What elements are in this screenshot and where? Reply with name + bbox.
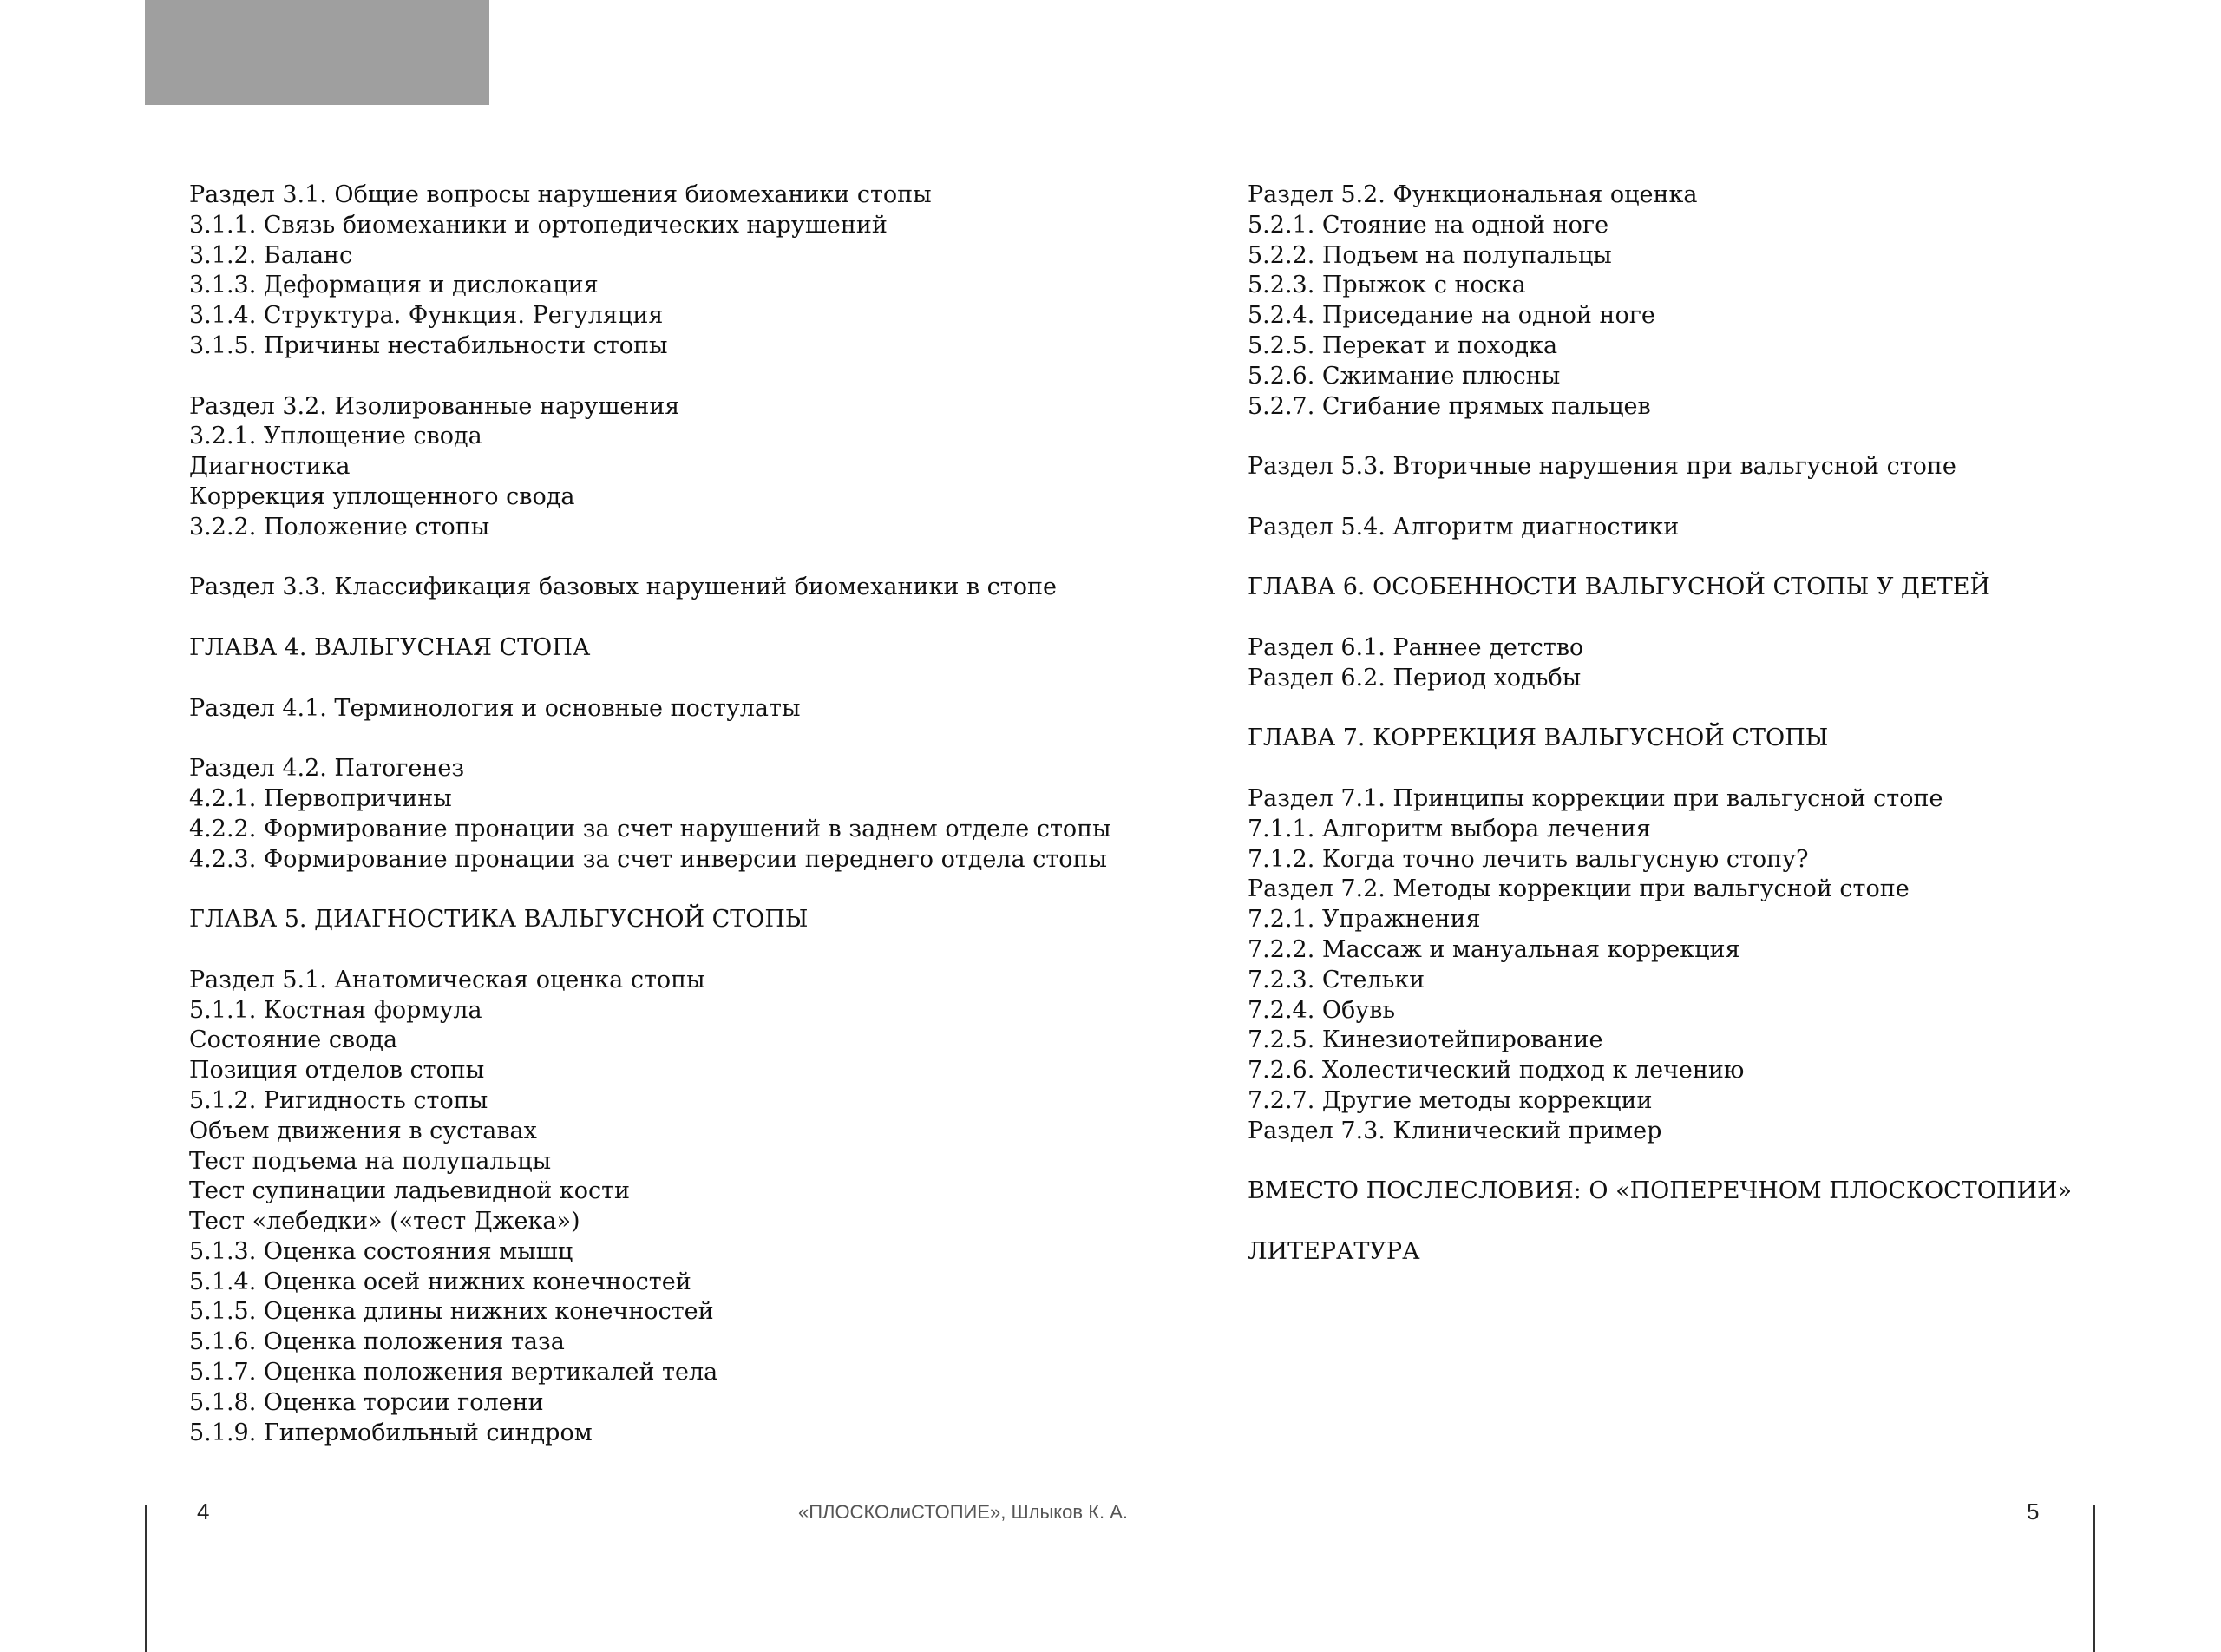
toc-entry: Раздел 5.4. Алгоритм диагностики bbox=[1248, 513, 1680, 541]
toc-entry: 7.2.5. Кинезиотейпирование bbox=[1248, 1026, 1603, 1054]
toc-entry: 3.1.2. Баланс bbox=[189, 241, 353, 269]
toc-entry: 7.2.4. Обувь bbox=[1248, 996, 1396, 1024]
toc-entry: Раздел 3.2. Изолированные нарушения bbox=[189, 392, 680, 420]
toc-entry: 7.2.3. Стельки bbox=[1248, 966, 1425, 993]
toc-entry: 3.1.4. Структура. Функция. Регуляция bbox=[189, 302, 664, 330]
page-number-right: 5 bbox=[2027, 1498, 2040, 1524]
toc-entry: Раздел 5.1. Анатомическая оценка стопы bbox=[189, 966, 705, 993]
toc-entry: ЛИТЕРАТУРА bbox=[1248, 1237, 1420, 1265]
toc-entry: 4.2.2. Формирование пронации за счет нарушений в заднем отделе стопы bbox=[189, 815, 1111, 842]
toc-spacer bbox=[1248, 543, 2150, 574]
footer-rule-left bbox=[145, 1504, 147, 1652]
toc-spacer bbox=[189, 543, 1109, 574]
toc-entry: 5.1.2. Ригидность стопы bbox=[189, 1086, 488, 1114]
toc-entry: Раздел 6.1. Раннее детство bbox=[1248, 633, 1584, 661]
toc-right-column bbox=[1248, 180, 2150, 1268]
toc-entry: 7.2.1. Упражнения bbox=[1248, 906, 1481, 934]
toc-entry: Раздел 4.1. Терминология и основные постулаты bbox=[189, 694, 801, 722]
toc-left-column bbox=[189, 180, 1109, 1448]
toc-spacer bbox=[189, 724, 1109, 754]
toc-entry: Раздел 5.3. Вторичные нарушения при вальгусной стопе bbox=[1248, 453, 1956, 481]
toc-entry: Раздел 6.2. Период ходьбы bbox=[1248, 664, 1582, 692]
toc-entry: 5.2.4. Приседание на одной ноге bbox=[1248, 302, 1655, 330]
toc-entry: 4.2.1. Первопричины bbox=[189, 784, 452, 812]
toc-spacer bbox=[189, 664, 1109, 694]
toc-entry: 5.2.7. Сгибание прямых пальцев bbox=[1248, 392, 1651, 420]
toc-entry: ГЛАВА 6. ОСОБЕННОСТИ ВАЛЬГУСНОЙ СТОПЫ У ДЕТЕЙ bbox=[1248, 574, 1990, 601]
toc-entry: 5.1.1. Костная формула bbox=[189, 996, 482, 1024]
toc-entry: ГЛАВА 4. ВАЛЬГУСНАЯ СТОПА bbox=[189, 633, 591, 661]
toc-entry: Раздел 4.2. Патогенез bbox=[189, 755, 465, 783]
toc-entry: 3.1.1. Связь биомеханики и ортопедических нарушений bbox=[189, 211, 888, 239]
toc-entry: ГЛАВА 7. КОРРЕКЦИЯ ВАЛЬГУСНОЙ СТОПЫ bbox=[1248, 724, 1829, 752]
toc-entry: 5.1.4. Оценка осей нижних конечностей bbox=[189, 1268, 691, 1295]
toc-entry: Тест «лебедки» («тест Джека») bbox=[189, 1208, 580, 1236]
toc-entry: 5.1.6. Оценка положения таза bbox=[189, 1328, 565, 1356]
toc-entry: 5.1.3. Оценка состояния мышц bbox=[189, 1237, 573, 1265]
toc-spacer bbox=[189, 875, 1109, 905]
toc-spacer bbox=[1248, 482, 2150, 513]
toc-spacer bbox=[1248, 694, 2150, 724]
toc-entry: Тест подъема на полупальцы bbox=[189, 1147, 552, 1175]
toc-spacer bbox=[189, 935, 1109, 966]
toc-spacer bbox=[1248, 422, 2150, 452]
toc-entry: ГЛАВА 5. ДИАГНОСТИКА ВАЛЬГУСНОЙ СТОПЫ bbox=[189, 906, 809, 934]
toc-entry: 5.1.9. Гипермобильный синдром bbox=[189, 1419, 593, 1446]
toc-entry: ВМЕСТО ПОСЛЕСЛОВИЯ: О «ПОПЕРЕЧНОМ ПЛОСКОСТОПИИ» bbox=[1248, 1177, 2073, 1205]
toc-entry: 7.2.7. Другие методы коррекции bbox=[1248, 1086, 1653, 1114]
toc-entry: Диагностика bbox=[189, 453, 351, 481]
page-number-left: 4 bbox=[197, 1498, 210, 1524]
toc-entry: Раздел 7.1. Принципы коррекции при вальгусной стопе bbox=[1248, 784, 1943, 812]
toc-entry: Объем движения в суставах bbox=[189, 1117, 537, 1144]
toc-entry: 5.2.6. Сжимание плюсны bbox=[1248, 362, 1561, 390]
toc-entry: Позиция отделов стопы bbox=[189, 1057, 485, 1085]
toc-spacer bbox=[1248, 1147, 2150, 1177]
toc-entry: 7.2.2. Массаж и мануальная коррекция bbox=[1248, 935, 1740, 963]
toc-spacer bbox=[189, 362, 1109, 392]
toc-entry: 5.2.2. Подъем на полупальцы bbox=[1248, 241, 1612, 269]
toc-entry: 4.2.3. Формирование пронации за счет инверсии переднего отдела стопы bbox=[189, 845, 1108, 873]
toc-entry: 5.1.7. Оценка положения вертикалей тела bbox=[189, 1359, 718, 1386]
toc-spacer bbox=[1248, 603, 2150, 633]
toc-spacer bbox=[1248, 1207, 2150, 1237]
toc-entry: 3.1.5. Причины нестабильности стопы bbox=[189, 331, 668, 359]
toc-entry: 3.2.1. Уплощение свода bbox=[189, 423, 482, 450]
toc-entry: 3.1.3. Деформация и дислокация bbox=[189, 272, 599, 299]
toc-entry: 5.1.8. Оценка торсии голени bbox=[189, 1388, 544, 1416]
toc-entry: 5.2.3. Прыжок с носка bbox=[1248, 272, 1526, 299]
toc-entry: Раздел 3.1. Общие вопросы нарушения биомеханики стопы bbox=[189, 181, 932, 208]
toc-entry: 5.1.5. Оценка длины нижних конечностей bbox=[189, 1298, 714, 1326]
running-title: «ПЛОСКОлиСТОПИЕ», Шлыков К. А. bbox=[797, 1501, 1129, 1523]
toc-entry: Раздел 3.3. Классификация базовых нарушений биомеханики в стопе bbox=[189, 574, 1057, 601]
toc-entry: 7.2.6. Холестический подход к лечению bbox=[1248, 1057, 1745, 1085]
toc-entry: 3.2.2. Положение стопы bbox=[189, 513, 490, 541]
header-gray-block bbox=[145, 0, 489, 105]
toc-entry: 5.2.1. Стояние на одной ноге bbox=[1248, 211, 1609, 239]
toc-entry: Коррекция уплощенного свода bbox=[189, 482, 575, 510]
toc-spacer bbox=[189, 603, 1109, 633]
toc-entry: Раздел 5.2. Функциональная оценка bbox=[1248, 181, 1698, 208]
toc-entry: Раздел 7.3. Клинический пример bbox=[1248, 1117, 1662, 1144]
toc-entry: 5.2.5. Перекат и походка bbox=[1248, 331, 1558, 359]
toc-spacer bbox=[1248, 754, 2150, 784]
toc-entry: 7.1.2. Когда точно лечить вальгусную стопу? bbox=[1248, 845, 1809, 873]
toc-entry: 7.1.1. Алгоритм выбора лечения bbox=[1248, 815, 1651, 842]
toc-entry: Состояние свода bbox=[189, 1026, 398, 1054]
footer-rule-right bbox=[2093, 1504, 2095, 1652]
toc-entry: Раздел 7.2. Методы коррекции при вальгусной стопе bbox=[1248, 875, 1910, 903]
toc-entry: Тест супинации ладьевидной кости bbox=[189, 1177, 631, 1205]
